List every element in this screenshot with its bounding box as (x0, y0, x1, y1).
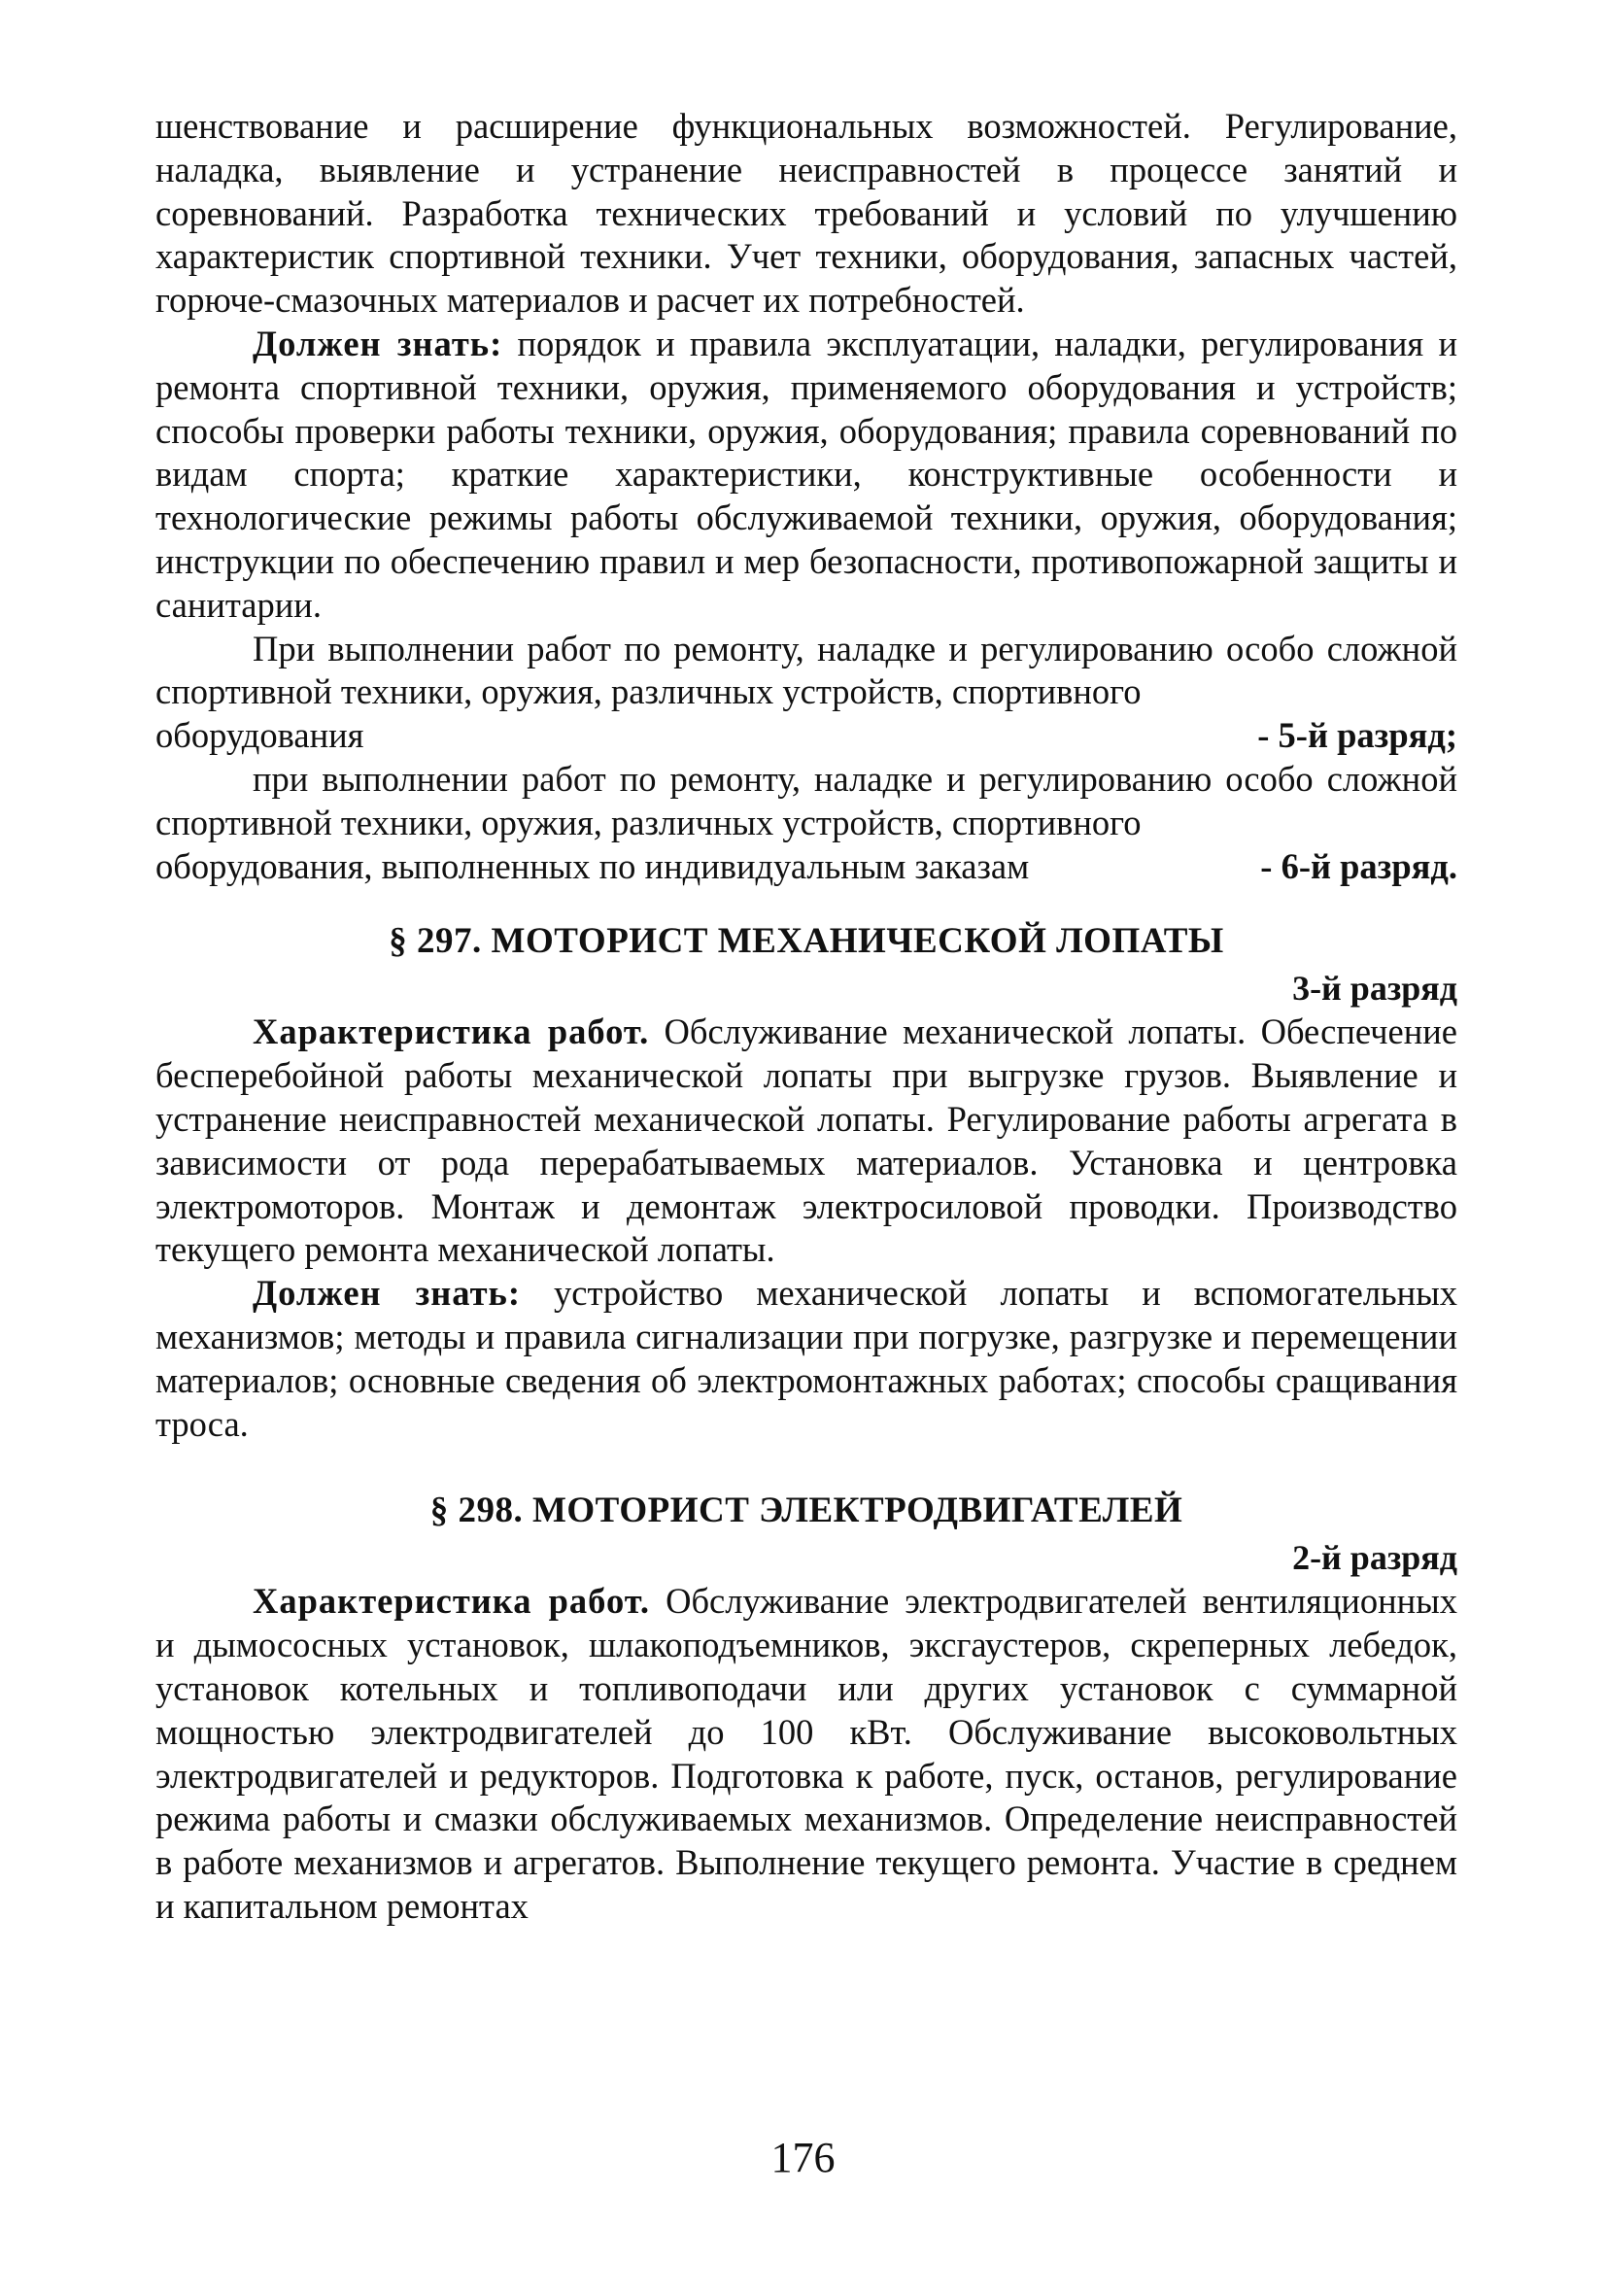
page-text (155, 105, 1457, 1929)
characteristics-label: Характеристика работ. (253, 1581, 651, 1622)
grade6-last-line: оборудования, выполненных по индивидуальным заказам (155, 845, 1030, 886)
know-label: Должен знать: (253, 323, 503, 363)
know-label: Должен знать: (253, 1273, 521, 1314)
intro-know-paragraph (155, 323, 1457, 628)
section-298-title: § 298. МОТОРИСТ ЭЛЕКТРОДВИГАТЕЛЕЙ (429, 1491, 1183, 1531)
section-297-characteristics (155, 1011, 1457, 1272)
page-number: 176 (770, 2134, 836, 2181)
section-298-grade: 2-й разряд (1292, 1538, 1457, 1578)
characteristics-label: Характеристика работ. (253, 1011, 650, 1052)
grade6-line (155, 845, 1457, 889)
grade5-line (155, 714, 1457, 758)
grade6-label: - 6-й разряд. (1260, 845, 1457, 886)
characteristics-text: Обслуживание механической лопаты. Обеспечение бесперебойной работы механической лопаты при выгрузке грузов. Выявление и устранение неисправностей механической лопаты. Регулирование работы агрегата в зависимости от рода перерабатываемых материалов. Установка и центровка электромоторов. Монтаж и демонтаж электросиловой проводки. Производство текущего ремонта механической лопаты. (155, 1011, 1458, 1270)
section-298-characteristics (155, 1580, 1457, 1928)
grade5-paragraph: При выполнении работ по ремонту, наладке и регулированию особо сложной спортивной техники, оружия, различных устройств, спортивного (155, 628, 1457, 712)
section-297-know (155, 1272, 1457, 1446)
know-text: устройство механической лопаты и вспомогательных механизмов; методы и правила сигнализации при погрузке, разгрузке и перемещении материалов; основные сведения об электромонтажных работах; способы сращивания троса. (155, 1273, 1457, 1444)
grade5-last-line: оборудования (155, 715, 364, 756)
grade5-label: - 5-й разряд; (1257, 715, 1457, 756)
grade6-paragraph: при выполнении работ по ремонту, наладке и регулированию особо сложной спортивной техники, оружия, различных устройств, спортивного (155, 758, 1457, 842)
know-text: порядок и правила эксплуатации, наладки, регулирования и ремонта спортивной техники, оружия, применяемого оборудования и устройств; способы проверки работы техники, оружия, оборудования; правила соревнований по видам спорта; краткие характеристики, конструктивные особенности и технологические режимы работы обслуживаемой техники, оружия, оборудования; инструкции по обеспечению правил и мер безопасности, противопожарной защиты и санитарии. (155, 323, 1457, 625)
section-297-title: § 297. МОТОРИСТ МЕХАНИЧЕСКОЙ ЛОПАТЫ (389, 921, 1224, 962)
intro-paragraph: шенствование и расширение функциональных возможностей. Регулирование, наладка, выявление и устранение неисправностей в процессе занятий и соревнований. Разработка технических требований и условий по улучшению характеристик спортивной техники. Учет техники, оборудования, запасных частей, горюче-смазочных материалов и расчет их потребностей. (155, 106, 1457, 321)
characteristics-text: Обслуживание электродвигателей вентиляционных и дымососных установок, шлакоподъемников, эксгаустеров, скреперных лебедок, установок котельных и топливоподачи или других установок с суммарной мощностью электродвигателей до 100 кВт. Обслуживание высоковольтных электродвигателей и редукторов. Подготовка к работе, пуск, останов, регулирование режима работы и смазки обслуживаемых механизмов. Определение неисправностей в работе механизмов и агрегатов. Выполнение текущего ремонта. Участие в среднем и капитальном ремонтах (155, 1581, 1457, 1926)
section-297-grade: 3-й разряд (1292, 969, 1457, 1009)
